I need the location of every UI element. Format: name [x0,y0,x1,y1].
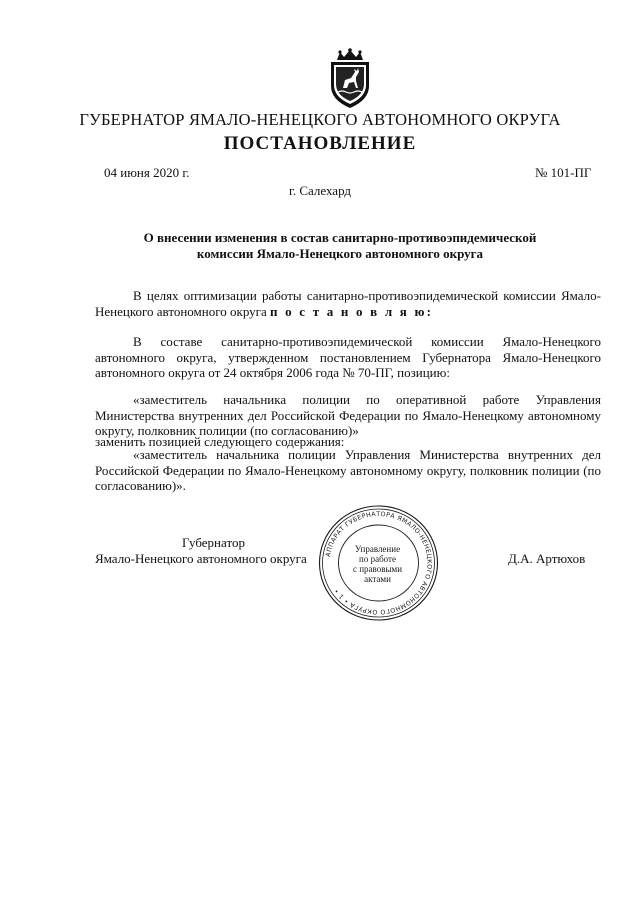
document-subject [90,230,590,262]
stamp-center-text [341,544,414,584]
stamp-line: Управление [354,544,401,554]
stamp-line: с правовыми [352,564,403,574]
document-city: г. Салехард [288,183,352,198]
paragraph-amendment: В составе санитарно-противоэпидемической комиссии Ямало-Ненецкого автономного округа, утвержденном постановлением Губернатора Ямало-Ненецкого автономного округа от 24 октября 2006 года № 70-ПГ, позицию: [95,334,601,380]
signatory-name: Д.А. Артюхов [508,551,586,566]
resolution-keyword: п о с т а н о в л я ю: [270,303,434,319]
subject-line-2: комиссии Ямало-Ненецкого автономного округа [196,246,484,261]
preamble-text: В целях оптимизации работы санитарно-противоэпидемической комиссии Ямало-Ненецкого автономного округа [95,288,601,319]
stamp-ring-text: АППАРАТ ГУБЕРНАТОРА ЯМАЛО-НЕНЕЦКОГО АВТОНОМНОГО ОКРУГА • 1 • [324,510,433,616]
paragraph-replace-instruction: заменить позицией следующего содержания: [95,434,345,449]
paragraph-old-position: «заместитель начальника полиции по оперативной работе Управления Министерства внутренних дел Российской Федерации по Ямало-Ненецкому автономному округу, полковник полиции (по согласованию)» [95,392,601,438]
issuing-authority-title: ГУБЕРНАТОР ЯМАЛО-НЕНЕЦКОГО АВТОНОМНОГО ОКРУГА [79,110,561,129]
signatory-title-line-1: Губернатор [182,535,245,550]
paragraph-preamble [95,288,601,319]
document-date: 04 июня 2020 г. [104,165,190,180]
subject-line-1: О внесении изменения в состав санитарно-противоэпидемической [143,230,537,245]
signatory-title-line-2: Ямало-Ненецкого автономного округа [95,551,307,566]
stamp-line: актами [364,574,391,584]
paragraph-new-position: «заместитель начальника полиции Управления Министерства внутренних дел Российской Федерации по Ямало-Ненецкому автономному округу, полковник полиции (по согласованию)». [95,447,601,493]
coat-of-arms-emblem [325,48,375,110]
document-type-title: ПОСТАНОВЛЕНИЕ [223,133,417,154]
document-number: № 101-ПГ [535,165,592,180]
stamp-line: по работе [359,554,396,564]
